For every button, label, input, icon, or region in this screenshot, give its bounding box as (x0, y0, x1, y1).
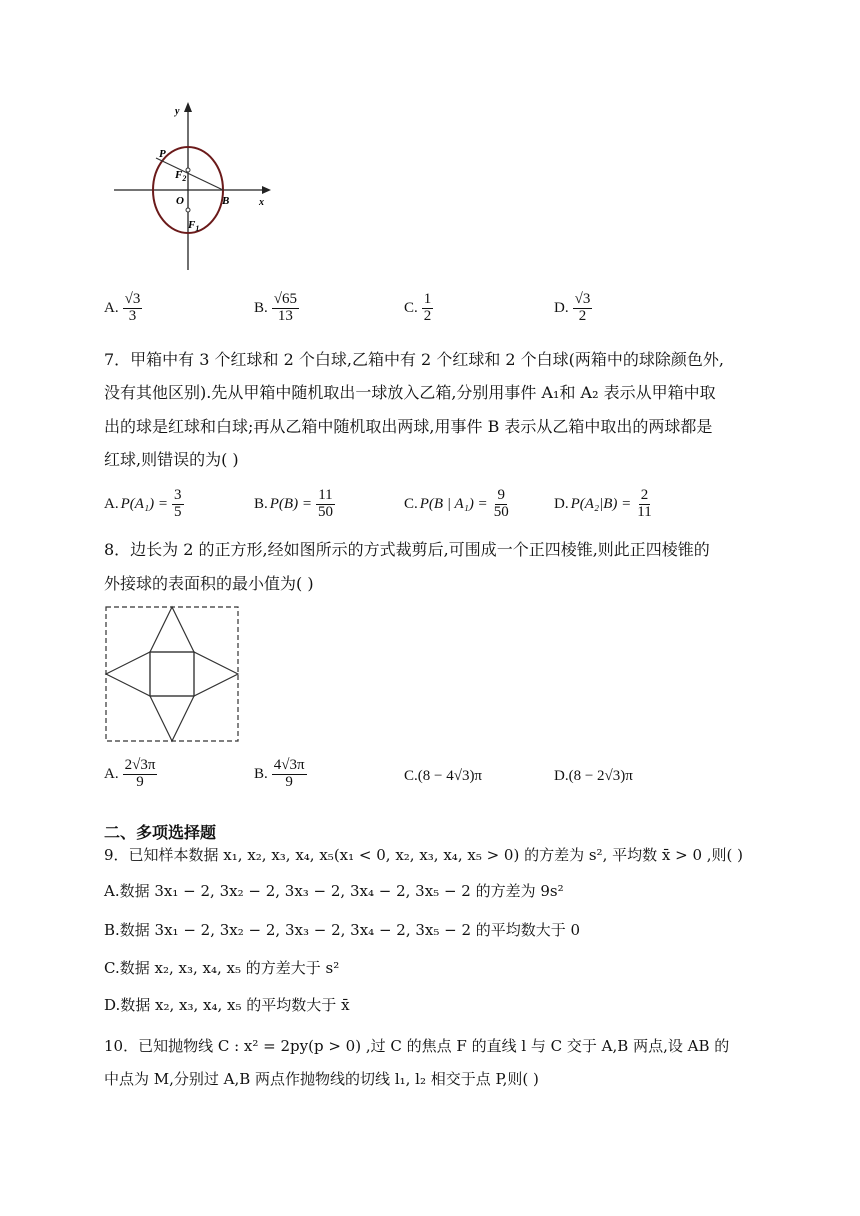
q7-option-c-expr: P(B | A₁) = (419, 495, 488, 512)
q9-option-b[interactable]: B.数据 3x₁ − 2, 3x₂ − 2, 3x₃ − 2, 3x₄ − 2, 3x₅ − 2 的平均数大于 0 (104, 921, 581, 939)
ellipse-figure (108, 98, 278, 273)
q8-option-d-text: D.(8 − 2√3)π (554, 768, 633, 784)
label-o: O (176, 195, 184, 207)
q6-option-d[interactable] (554, 292, 594, 325)
q6-option-c-label: C. (404, 299, 418, 316)
x-axis-arrow (262, 186, 271, 194)
q6-option-b-label: B. (254, 299, 268, 316)
q6-option-a-label: A. (104, 299, 119, 316)
q8-option-c[interactable] (404, 768, 482, 785)
q8-line-2: 外接球的表面积的最小值为( ) (104, 574, 314, 593)
q7-option-c[interactable]: C. P(B | A₁) = $\frac{9}{50}$ (404, 487, 509, 520)
q7-option-b[interactable]: B. P(B) = $\frac{11}{50}$ (254, 487, 333, 520)
q8-option-c-text: C.(8 − 4√3)π (404, 768, 483, 784)
focus-f2-point (186, 168, 190, 172)
q6-option-b-frac: $\frac{√65}{13}$ (273, 291, 297, 324)
triangle-left (106, 652, 150, 696)
q10-line-1: 10．已知抛物线 C : x² = 2py(p > 0) ,过 C 的焦点 F 的直线 l 与 C 交于 A,B 两点,设 AB 的 (104, 1037, 730, 1055)
triangle-bottom (150, 696, 194, 741)
q7-option-a[interactable]: A. P(A₁) = $\frac{3}{5}$ (104, 487, 182, 520)
inner-square-base (150, 652, 194, 696)
q6-option-a[interactable] (104, 292, 144, 325)
label-b: B (222, 195, 230, 207)
q8-option-b[interactable]: B. $\frac{4√3\pi}{9}$ (254, 757, 305, 790)
q9-stem: 9．已知样本数据 x₁, x₂, x₃, x₄, x₅(x₁ < 0, x₂, x₃, x₄, x₅ > 0) 的方差为 s², 平均数 x̄ > 0 ,则( ) (104, 846, 743, 864)
triangle-right (194, 652, 238, 696)
q7-option-a-expr: P(A₁) = (120, 495, 168, 512)
q6-option-d-label: D. (554, 299, 569, 316)
label-f2: $F_2$ (175, 169, 187, 183)
label-x: x (259, 197, 264, 208)
label-p: P (159, 148, 166, 160)
q7-line-2: 没有其他区别).先从甲箱中随机取出一球放入乙箱,分别用事件 A₁和 A₂ 表示从甲箱中取 (104, 383, 716, 402)
q9-option-a[interactable]: A.数据 3x₁ − 2, 3x₂ − 2, 3x₃ − 2, 3x₄ − 2, 3x₅ − 2 的方差为 9s² (104, 882, 564, 900)
q7-line-1: 7．甲箱中有 3 个红球和 2 个白球,乙箱中有 2 个红球和 2 个白球(两箱中的球除颜色外, (104, 350, 725, 369)
q8-option-a[interactable]: A. $\frac{2√3\pi}{9}$ (104, 757, 156, 790)
q7-line-3: 出的球是红球和白球;再从乙箱中随机取出两球,用事件 B 表示从乙箱中取出的两球都是 (104, 417, 713, 436)
label-y: y (175, 106, 180, 117)
q8-line-1: 8．边长为 2 的正方形,经如图所示的方式裁剪后,可围成一个正四棱锥,则此正四棱锥的 (104, 540, 710, 559)
q9-option-d[interactable]: D.数据 x₂, x₃, x₄, x₅ 的平均数大于 x̄ (104, 996, 350, 1014)
section-title: 二、多项选择题 (104, 823, 217, 842)
focus-f1-point (186, 208, 190, 212)
q7-option-d[interactable]: D. P(A₂|B) = $\frac{2}{11}$ (554, 487, 652, 520)
q6-option-b[interactable] (254, 292, 301, 325)
y-axis-arrow (184, 102, 192, 112)
segment-pb (156, 158, 223, 190)
q6-option-c-frac: $\frac{1}{2}$ (423, 291, 432, 324)
q7-option-b-expr: P(B) = (269, 495, 312, 512)
q9-option-c[interactable]: C.数据 x₂, x₃, x₄, x₅ 的方差大于 s² (104, 959, 340, 977)
square-cut-figure (104, 605, 240, 743)
q7-option-d-expr: P(A₂|B) = (570, 495, 632, 512)
q8-option-d[interactable] (554, 768, 633, 785)
q10-line-2: 中点为 M,分别过 A,B 两点作抛物线的切线 l₁, l₂ 相交于点 P,则( ) (104, 1070, 539, 1088)
triangle-top (150, 607, 194, 652)
q6-option-c[interactable] (404, 292, 435, 325)
q7-line-4: 红球,则错误的为( ) (104, 450, 239, 469)
q6-option-d-frac: $\frac{√3}{2}$ (574, 291, 591, 324)
outer-dashed-square (106, 607, 238, 741)
q6-option-a-frac: $\frac{√3}{3}$ (124, 291, 141, 324)
label-f1: $F_1$ (188, 219, 200, 233)
